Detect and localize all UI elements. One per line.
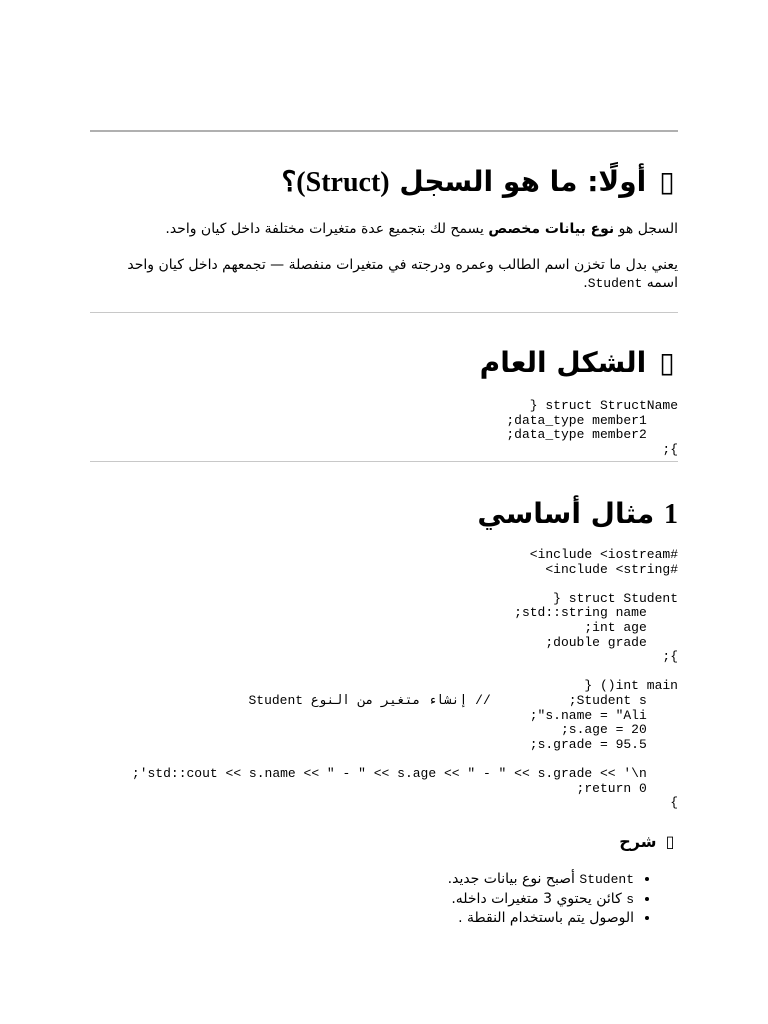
section3-title: مثال أساسي <box>477 497 655 530</box>
list-item-text: الوصول يتم باستخدام النقطة . <box>458 910 634 926</box>
section3-code-block <box>90 548 678 811</box>
section1-heading <box>90 164 678 201</box>
section3-number: 1 <box>664 499 678 530</box>
p2-line1: يعني بدل ما تخزن اسم الطالب وعمره ودرجته في متغيرات منفصلة — تجمعهم داخل كيان واحد <box>127 257 678 273</box>
list-item-code: s <box>626 891 634 907</box>
top-rule <box>90 130 678 132</box>
divider-1 <box>90 312 678 313</box>
list-item-code: Student <box>579 872 634 887</box>
emoji-icon: ▯ <box>659 165 675 198</box>
section-what-is-struct <box>90 164 678 201</box>
section2-title: الشكل العام <box>479 346 647 379</box>
basic-example-code: #include <iostream> #include <string> struct Student { std::string name; int age; double grade; }; int main() { Student s; // إنشاء متغير من النوع Student s.name = "Ali"; s.age = 20; s.grade = 95.5; std::cout << s.name << " - " << s.age << " - " << s.grade << '\n'; return 0; } <box>131 547 678 811</box>
emoji-icon: ▯ <box>659 346 675 379</box>
explanation-heading <box>90 832 678 852</box>
explanation-list <box>90 870 678 928</box>
section3-heading <box>90 496 678 533</box>
section1-paragraph-2 <box>90 256 678 293</box>
section1-title-prefix: أولًا: ما هو السجل <box>399 165 647 198</box>
list-item <box>90 870 634 890</box>
explanation-section <box>90 832 678 852</box>
p2-line2-suffix: . <box>583 275 588 291</box>
section2-heading <box>90 345 678 381</box>
list-item-text: كائن يحتوي 3 متغيرات داخله. <box>451 890 627 907</box>
emoji-icon: ▯ <box>665 832 675 851</box>
p1-after: يسمح لك بتجميع عدة متغيرات مختلفة داخل كيان واحد. <box>165 221 489 237</box>
section1-paragraph-1 <box>90 220 678 238</box>
section-general-form <box>90 345 678 381</box>
p1-before: السجل هو <box>614 221 678 237</box>
list-item <box>90 909 634 928</box>
list-item <box>90 890 634 910</box>
p2-code-student: Student <box>587 276 643 291</box>
divider-2 <box>90 461 678 462</box>
p1-bold: نوع بيانات مخصص <box>488 221 615 237</box>
section1-title-term: (Struct)؟ <box>281 167 390 198</box>
general-form-code: struct StructName { data_type member1; data_type member2; }; <box>506 398 678 457</box>
p2-line2-prefix: اسمه <box>646 275 678 291</box>
section2-code-block <box>90 399 678 457</box>
list-item-text: أصبح نوع بيانات جديد. <box>447 871 580 887</box>
explanation-title: شرح <box>619 832 657 851</box>
section-basic-example <box>90 496 678 533</box>
